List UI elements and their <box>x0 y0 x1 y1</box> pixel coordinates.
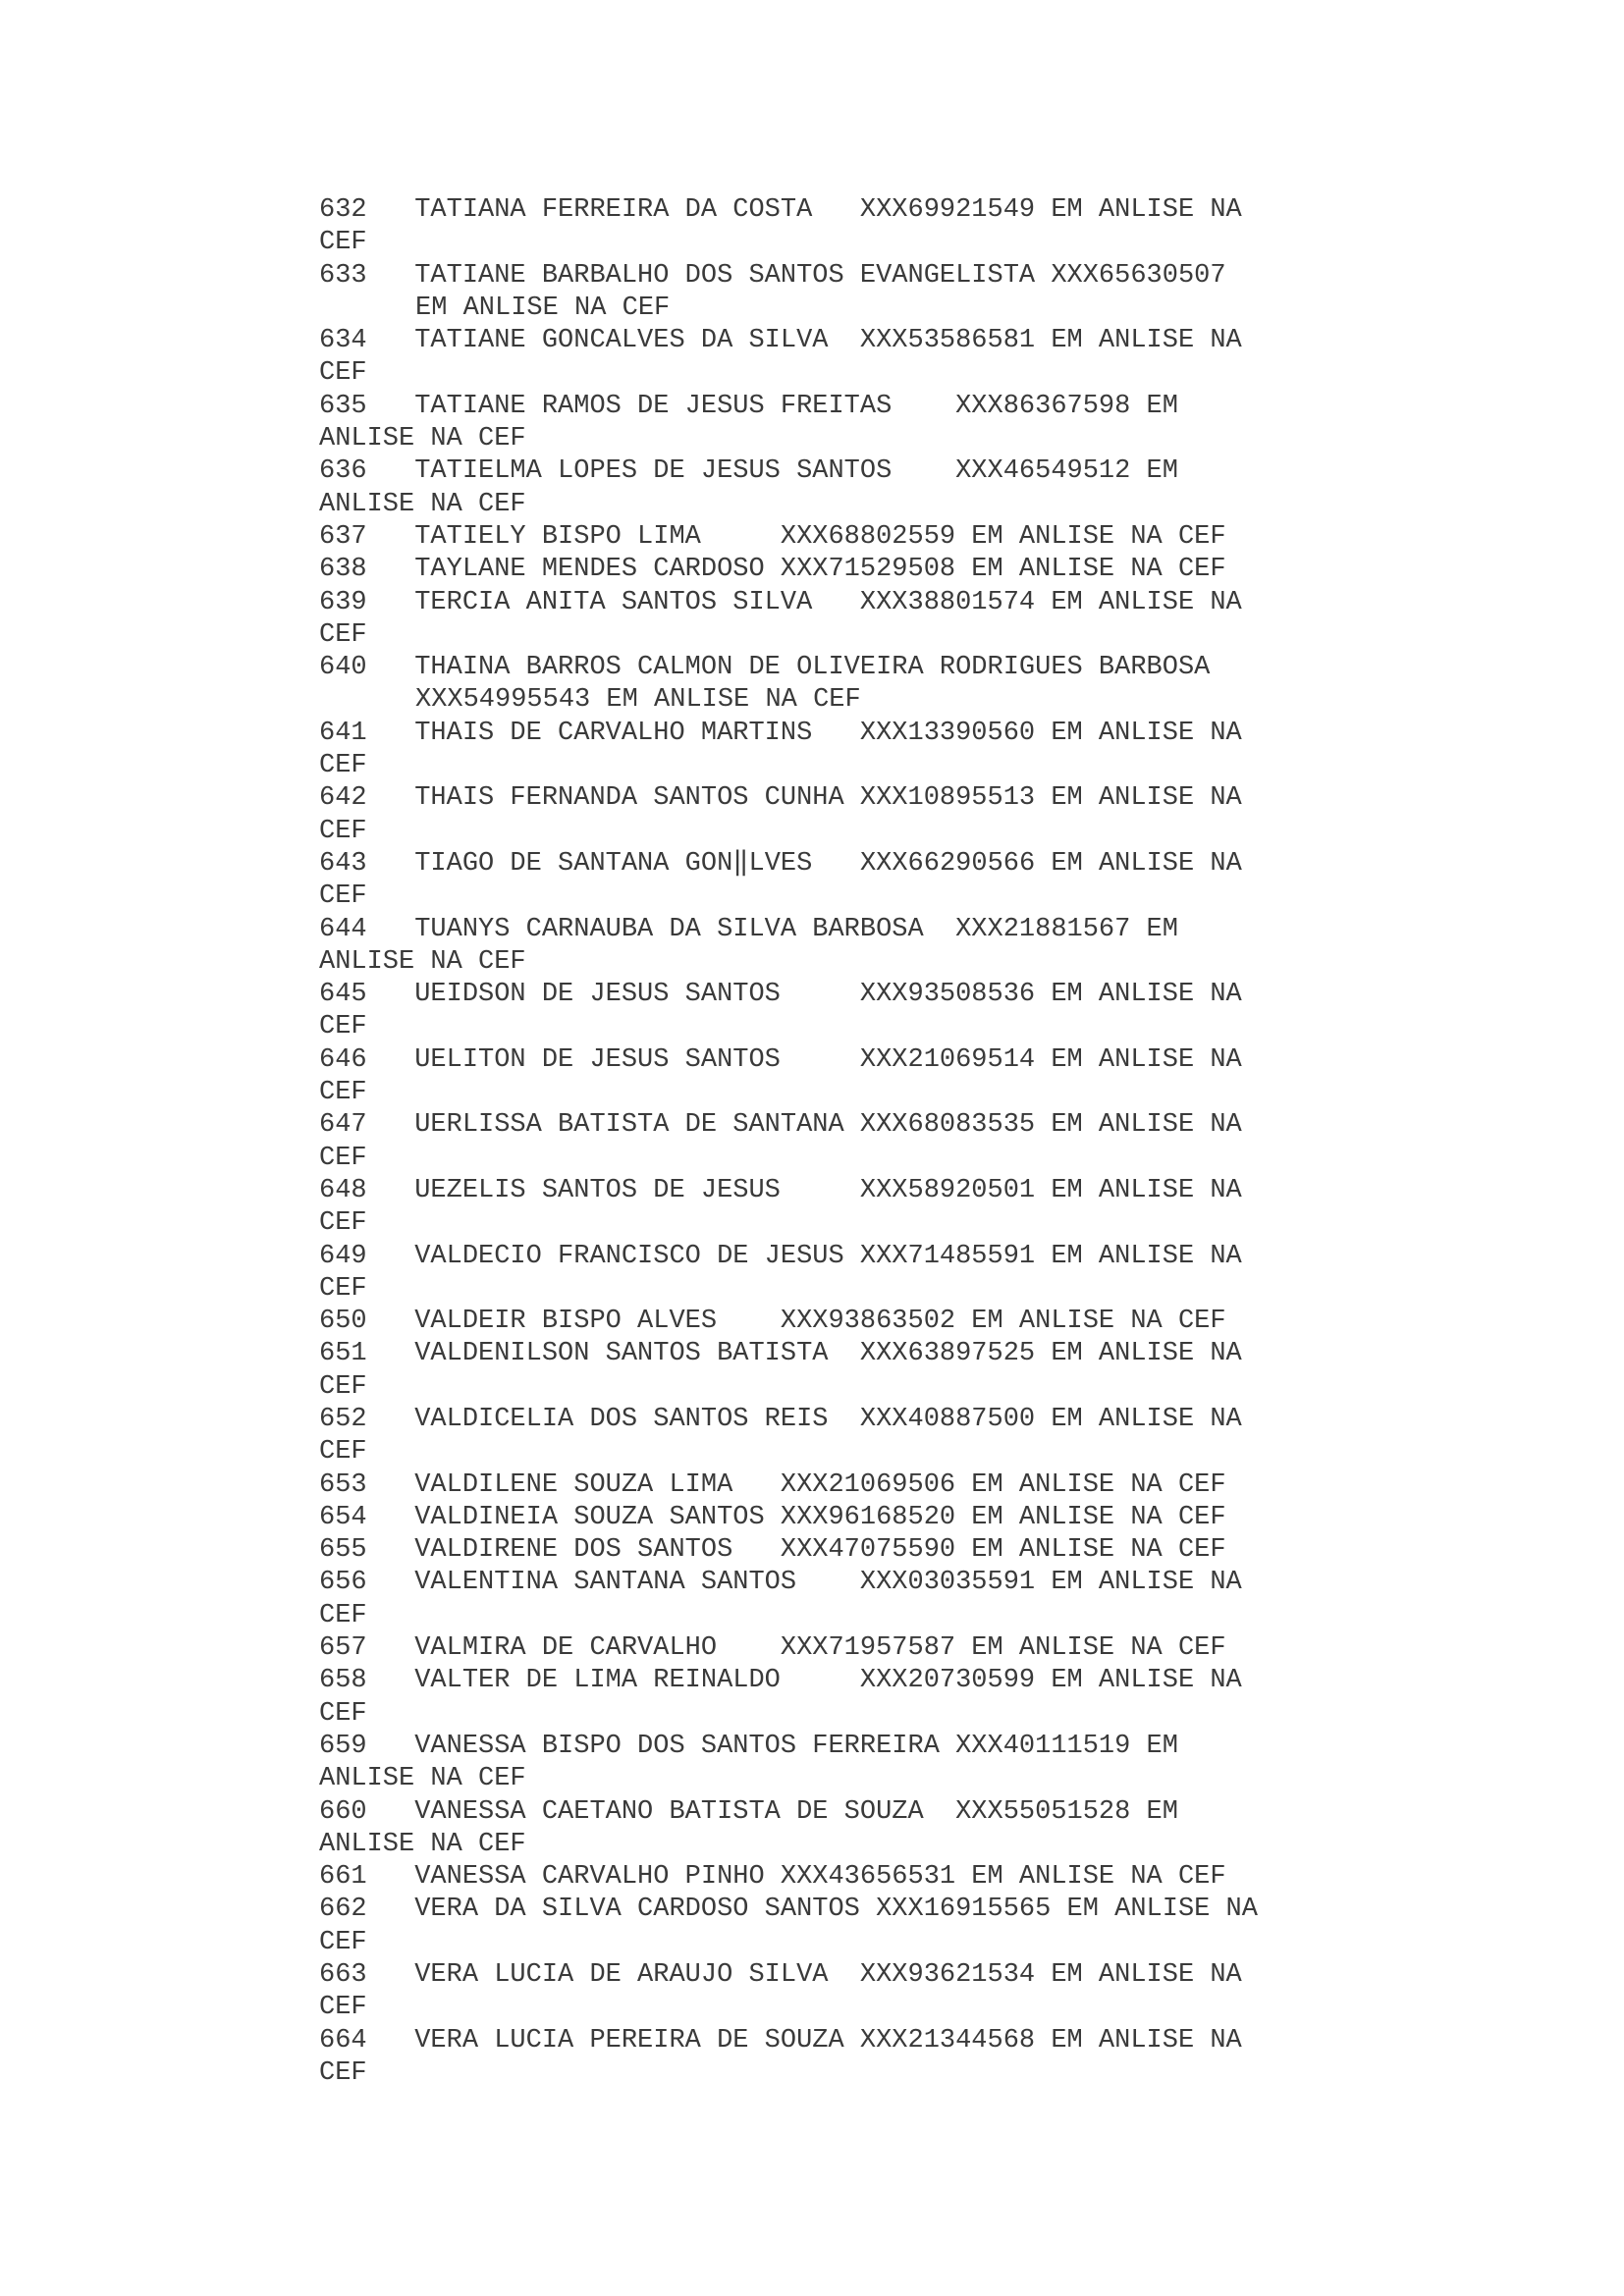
list-item-continuation: CEF <box>319 1208 367 1239</box>
list-item: 647 UERLISSA BATISTA DE SANTANA XXX68083535 EM ANLISE NA <box>319 1110 1242 1141</box>
list-item: 661 VANESSA CARVALHO PINHO XXX43656531 EM ANLISE NA CEF <box>319 1862 1226 1893</box>
listing-lines <box>319 194 1399 2090</box>
list-item: 656 VALENTINA SANTANA SANTOS XXX03035591 EM ANLISE NA <box>319 1568 1242 1598</box>
list-item: 635 TATIANE RAMOS DE JESUS FREITAS XXX86367598 EM <box>319 391 1178 421</box>
list-item: 664 VERA LUCIA PEREIRA DE SOUZA XXX21344568 EM ANLISE NA <box>319 2025 1242 2056</box>
list-item: 646 UELITON DE JESUS SANTOS XXX21069514 EM ANLISE NA <box>319 1044 1242 1075</box>
list-item: 662 VERA DA SILVA CARDOSO SANTOS XXX16915565 EM ANLISE NA <box>319 1895 1258 1925</box>
list-item: 655 VALDIRENE DOS SANTOS XXX47075590 EM ANLISE NA CEF <box>319 1535 1226 1566</box>
list-item-continuation: CEF <box>319 228 367 258</box>
list-item: 658 VALTER DE LIMA REINALDO XXX20730599 EM ANLISE NA <box>319 1666 1242 1696</box>
list-item: 653 VALDILENE SOUZA LIMA XXX21069506 EM ANLISE NA CEF <box>319 1469 1226 1500</box>
list-item-continuation: CEF <box>319 1927 367 1957</box>
list-item: 648 UEZELIS SANTOS DE JESUS XXX58920501 EM ANLISE NA <box>319 1175 1242 1205</box>
list-item-continuation: CEF <box>319 1078 367 1108</box>
list-item: 633 TATIANE BARBALHO DOS SANTOS EVANGELISTA XXX65630507 <box>319 260 1226 291</box>
list-item: 663 VERA LUCIA DE ARAUJO SILVA XXX93621534 EM ANLISE NA <box>319 1960 1242 1991</box>
list-item: 638 TAYLANE MENDES CARDOSO XXX71529508 EM ANLISE NA CEF <box>319 555 1226 585</box>
list-item-continuation: XXX54995543 EM ANLISE NA CEF <box>415 685 861 716</box>
list-item-continuation: CEF <box>319 358 367 389</box>
list-item: 632 TATIANA FERREIRA DA COSTA XXX69921549 EM ANLISE NA <box>319 195 1242 225</box>
list-item: 650 VALDEIR BISPO ALVES XXX93863502 EM ANLISE NA CEF <box>319 1307 1226 1337</box>
list-item-continuation: CEF <box>319 1273 367 1304</box>
list-item-continuation: ANLISE NA CEF <box>319 946 526 977</box>
list-item-continuation: ANLISE NA CEF <box>319 489 526 519</box>
list-item: 637 TATIELY BISPO LIMA XXX68802559 EM ANLISE NA CEF <box>319 521 1226 552</box>
list-item: 659 VANESSA BISPO DOS SANTOS FERREIRA XXX40111519 EM <box>319 1731 1178 1761</box>
list-item-continuation: CEF <box>319 816 367 846</box>
list-item-continuation: CEF <box>319 619 367 650</box>
list-item: 639 TERCIA ANITA SANTOS SILVA XXX38801574 EM ANLISE NA <box>319 587 1242 617</box>
list-item: 651 VALDENILSON SANTOS BATISTA XXX63897525 EM ANLISE NA <box>319 1339 1242 1369</box>
list-item: 642 THAIS FERNANDA SANTOS CUNHA XXX10895513 EM ANLISE NA <box>319 783 1242 814</box>
list-item: 644 TUANYS CARNAUBA DA SILVA BARBOSA XXX21881567 EM <box>319 914 1178 944</box>
list-item: 652 VALDICELIA DOS SANTOS REIS XXX40887500 EM ANLISE NA <box>319 1404 1242 1434</box>
list-item-continuation: CEF <box>319 1371 367 1402</box>
list-item: 643 TIAGO DE SANTANA GON‖LVES XXX66290566 EM ANLISE NA <box>319 848 1242 879</box>
list-item-continuation: CEF <box>319 1600 367 1630</box>
list-item-continuation: CEF <box>319 1437 367 1468</box>
list-item-continuation: CEF <box>319 1698 367 1729</box>
list-item-continuation: ANLISE NA CEF <box>319 1764 526 1794</box>
list-item-continuation: CEF <box>319 1143 367 1173</box>
list-item: 634 TATIANE GONCALVES DA SILVA XXX53586581 EM ANLISE NA <box>319 326 1242 356</box>
list-item: 649 VALDECIO FRANCISCO DE JESUS XXX71485591 EM ANLISE NA <box>319 1241 1242 1271</box>
list-item-continuation: CEF <box>319 2057 367 2088</box>
list-item: 660 VANESSA CAETANO BATISTA DE SOUZA XXX55051528 EM <box>319 1796 1178 1827</box>
list-item: 641 THAIS DE CARVALHO MARTINS XXX13390560 EM ANLISE NA <box>319 718 1242 748</box>
list-item: 640 THAINA BARROS CALMON DE OLIVEIRA RODRIGUES BARBOSA <box>319 653 1211 683</box>
list-item-continuation: CEF <box>319 1993 367 2023</box>
list-item: 645 UEIDSON DE JESUS SANTOS XXX93508536 EM ANLISE NA <box>319 980 1242 1010</box>
list-item-continuation: EM ANLISE NA CEF <box>415 293 671 323</box>
list-item-continuation: CEF <box>319 1012 367 1042</box>
list-item-continuation: CEF <box>319 751 367 781</box>
list-item-continuation: ANLISE NA CEF <box>319 424 526 454</box>
list-item: 657 VALMIRA DE CARVALHO XXX71957587 EM ANLISE NA CEF <box>319 1633 1226 1664</box>
list-item-continuation: CEF <box>319 881 367 912</box>
list-item-continuation: ANLISE NA CEF <box>319 1829 526 1859</box>
list-item: 654 VALDINEIA SOUZA SANTOS XXX96168520 EM ANLISE NA CEF <box>319 1502 1226 1532</box>
list-item: 636 TATIELMA LOPES DE JESUS SANTOS XXX46549512 EM <box>319 456 1178 487</box>
